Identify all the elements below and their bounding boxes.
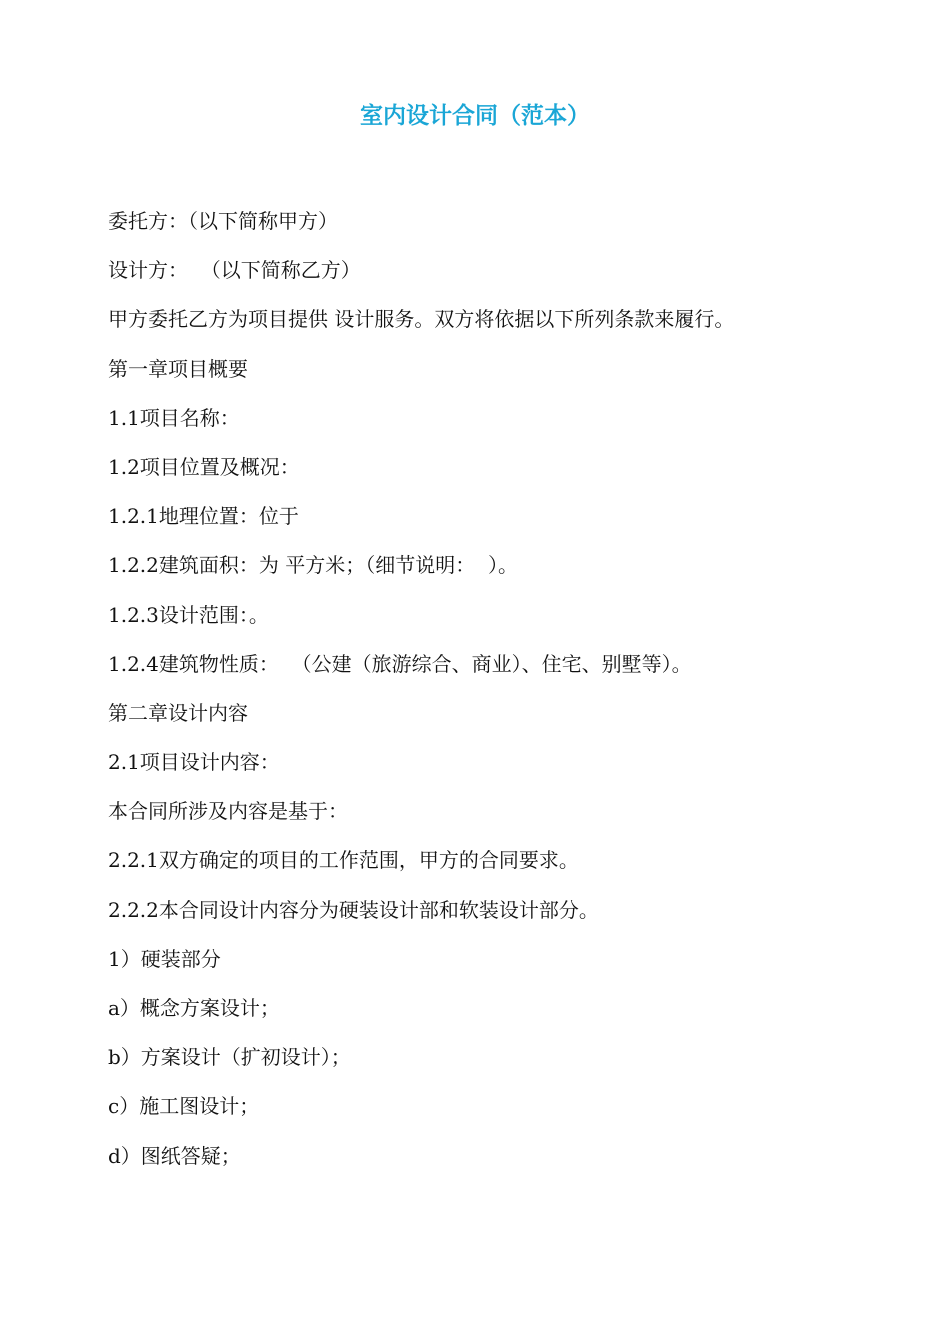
line-designer: 设计方： （以下简称乙方） (108, 258, 361, 283)
list-item: d）图纸答疑； (108, 1143, 241, 1168)
clause-line: 2.2.2本合同设计内容分为硬装设计部和软装设计部分。 (108, 897, 599, 922)
clause-line: 1.2.3设计范围：。 (108, 602, 269, 627)
clause-line: 1.2.1地理位置：位于 (108, 504, 299, 529)
list-item: b）方案设计（扩初设计）； (108, 1045, 351, 1070)
clause-line: 本合同所涉及内容是基于： (108, 799, 348, 824)
line-client: 委托方：（以下简称甲方） (108, 209, 338, 233)
clause-line: 2.2.1双方确定的项目的工作范围，甲方的合同要求。 (108, 848, 579, 873)
chapter-heading: 第一章项目概要 (108, 356, 248, 381)
list-item: a）概念方案设计； (108, 996, 280, 1020)
clause-line: 1.2项目位置及概况： (108, 454, 300, 479)
chapter-heading: 第二章设计内容 (108, 700, 248, 725)
clause-line: 1.2.4建筑物性质： （公建（旅游综合、商业）、住宅、别墅等）。 (108, 651, 692, 676)
list-item: c）施工图设计； (108, 1094, 260, 1119)
list-heading: 1）硬装部分 (108, 946, 221, 971)
document-title: 室内设计合同（范本） (360, 103, 590, 129)
clause-line: 1.2.2建筑面积：为 平方米；（细节说明： ）。 (108, 553, 518, 578)
clause-line: 1.1项目名称： (108, 405, 240, 430)
line-intro: 甲方委托乙方为项目提供 设计服务。双方将依据以下所列条款来履行。 (108, 307, 735, 332)
document-body (108, 197, 888, 1181)
clause-line: 2.1项目设计内容： (108, 750, 280, 775)
